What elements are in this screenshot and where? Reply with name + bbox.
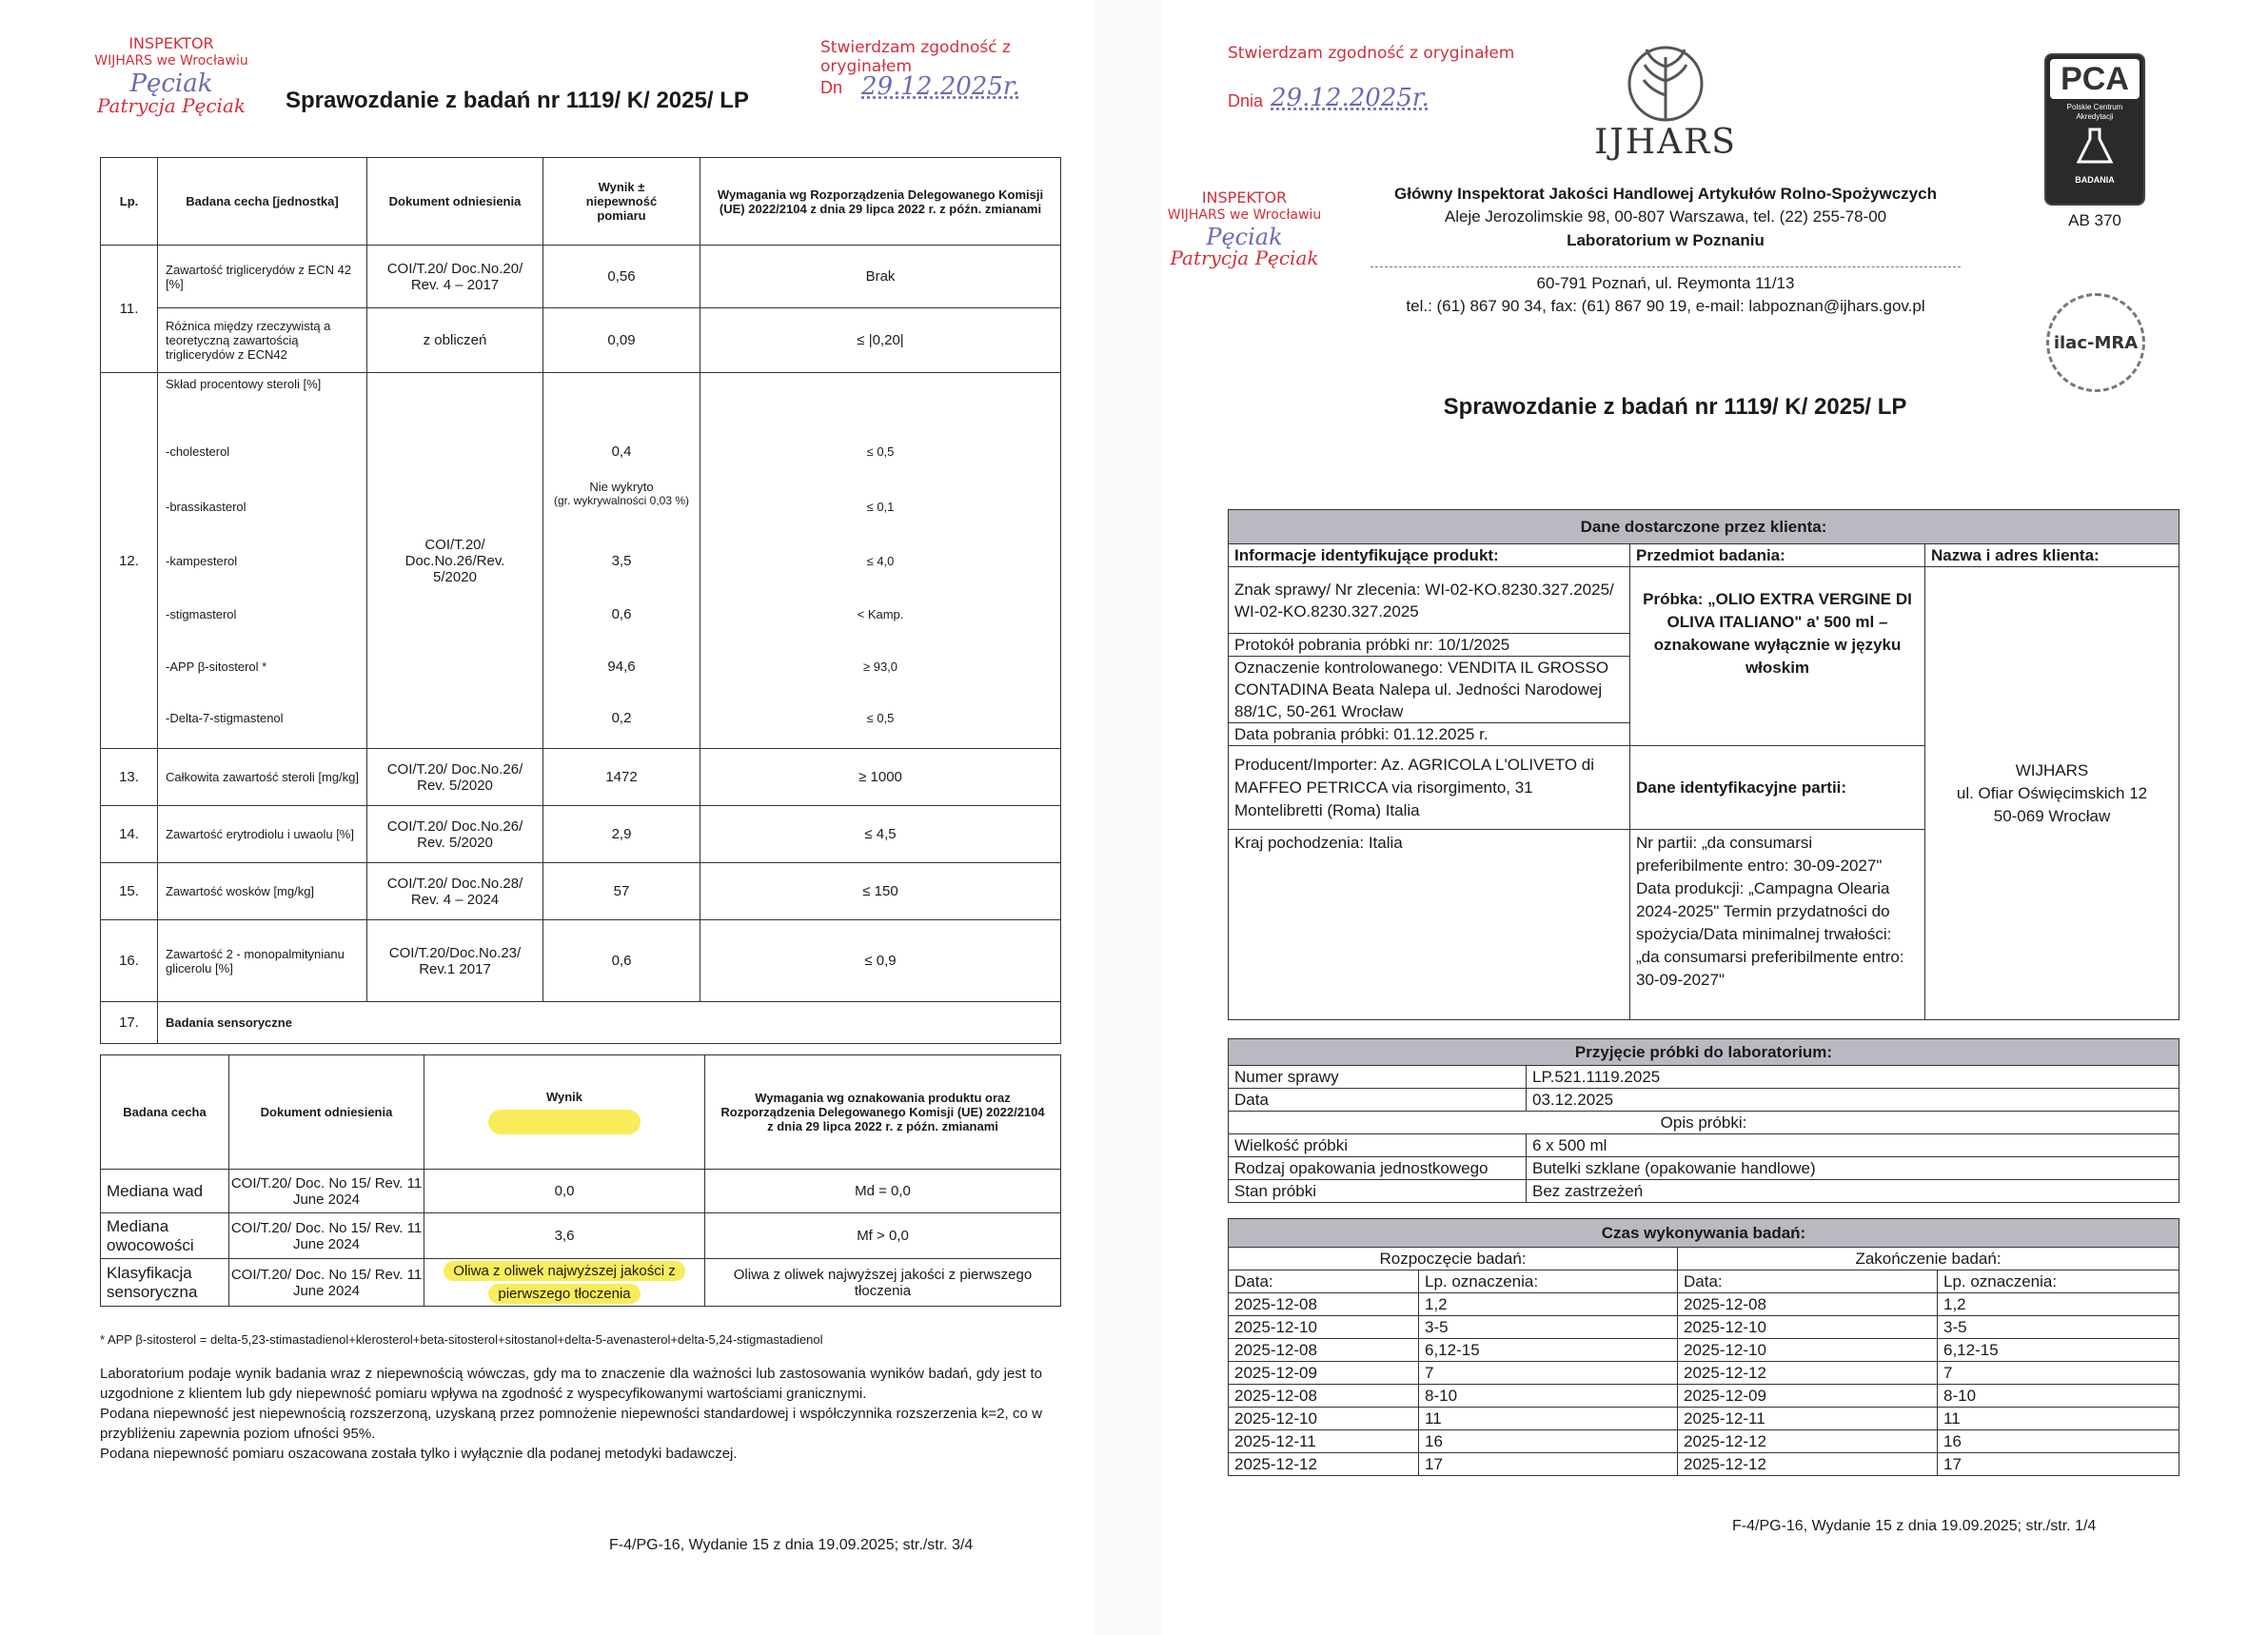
signature: Pęciak [129,69,213,98]
flask-icon [2071,126,2119,169]
logo-text: IJHARS [1594,123,1737,162]
cell-wynik: 2,9 [543,806,700,863]
inspector-stamp [1161,188,1328,267]
table-row [1229,1408,2179,1430]
lab-name: Laboratorium w Poznaniu [1567,231,1765,249]
timing-cell-start-date: 2025-12-09 [1229,1362,1419,1385]
table-row [101,1213,1061,1259]
col-wynik [424,1055,705,1170]
cell-wymagania: Md = 0,0 [705,1170,1061,1213]
section-title: Przyjęcie próbki do laboratorium: [1229,1039,2179,1066]
timing-cell-end-lp: 16 [1938,1430,2179,1453]
row-lp: 16. [101,920,158,1002]
cell-wynik: 0,6 [543,920,700,1002]
timing-cell-start-date: 2025-12-08 [1229,1293,1419,1316]
timing-cell-start-lp: 3-5 [1419,1316,1678,1339]
cell-cecha: Całkowita zawartość steroli [mg/kg] [158,749,367,806]
table-row [1229,1453,2179,1476]
table-row [1229,1157,2179,1180]
sterol-wynik: 0,6 [611,606,632,622]
sensory-table [100,1054,1061,1307]
lab-address: 60-791 Poznań, ul. Reymonta 11/13 [1536,274,1795,292]
sterol-wym: ≤ 4,0 [866,554,895,568]
highlight-mark [488,1110,641,1134]
cell-wymagania: Oliwa z oliwek najwyższej jakości z pierwszego tłoczenia [705,1259,1061,1307]
table-row [101,806,1061,863]
timing-cell-end-lp: 8-10 [1938,1385,2179,1408]
timing-cell-end-lp: 17 [1938,1453,2179,1476]
cell-wymagania: ≤ 4,5 [700,806,1061,863]
client-data-table [1228,509,2179,1020]
table-row [101,308,1061,373]
desc-label: Rodzaj opakowania jednostkowego [1229,1157,1527,1180]
col-lp: Lp. [101,158,158,246]
desc-title: Opis próbki: [1229,1112,2179,1134]
timing-cell-end-date: 2025-12-09 [1678,1385,1938,1408]
pca-title: PCA [2050,59,2140,99]
timing-cell-start-lp: 7 [1419,1362,1678,1385]
certify-date: 29.12.2025r. [861,72,1020,101]
table-row [1229,1112,2179,1134]
certify-date-prefix: Dn [820,78,843,97]
col-wynik-label: Wynik [545,1090,583,1104]
report-page-1 [1161,0,2268,1635]
stamp-org: WIJHARS we Wrocławiu [94,53,248,69]
cell-wymagania: ≤ 0,9 [700,920,1061,1002]
sterol-wynik: 0,2 [611,710,632,726]
cell-wynik: 0,56 [543,246,700,308]
sterol-results [543,373,700,749]
table-row [1229,1339,2179,1362]
cell-dokument: z obliczeń [367,308,543,373]
cell-wymagania: ≤ |0,20| [700,308,1061,373]
table-row [1229,1385,2179,1408]
receipt-table [1228,1038,2179,1203]
col-wymagania: Wymagania wg oznakowania produktu oraz Rozporządzenia Delegowanego Komisji (UE) 2022/2104 z dnia 29 lipca 2022 r. z późn. zmianami [705,1055,1061,1170]
timing-cell-start-date: 2025-12-11 [1229,1430,1419,1453]
timing-cell-start-lp: 1,2 [1419,1293,1678,1316]
pca-sub1: Polskie Centrum [2066,103,2123,111]
row-lp: 11. [101,246,158,373]
sterol-wynik-nd [543,480,700,534]
timing-cell-end-date: 2025-12-12 [1678,1430,1938,1453]
desc-label: Stan próbki [1229,1180,1527,1203]
timing-cell-end-lp: 3-5 [1938,1316,2179,1339]
org-address: Aleje Jerozolimskie 98, 00-807 Warszawa, tel. (22) 255-78-00 [1444,207,1887,226]
table-row [1229,1089,2179,1112]
wheat-logo-icon [1613,38,1718,124]
section-header-row [1229,1219,2179,1248]
cell-wynik [424,1259,705,1307]
table-row [1229,1180,2179,1203]
cell-wynik: 1472 [543,749,700,806]
cell-wymagania: ≥ 1000 [700,749,1061,806]
col-cecha: Badana cecha [101,1055,229,1170]
table-row [101,373,1061,749]
cell-dokument: COI/T.20/ Doc.No.26/Rev. 5/2020 [367,373,543,749]
desc-label: Wielkość próbki [1229,1134,1527,1157]
cell-cecha: Mediana wad [101,1170,229,1213]
col-wynik: Wynik ± niepewność pomiaru [543,158,700,246]
table-row [101,1002,1061,1044]
table-row [101,246,1061,308]
cell-dokument: COI/T.20/Doc.No.23/ Rev.1 2017 [367,920,543,1002]
pca-sub2: Akredytacji [2076,112,2114,121]
report-title: Sprawozdanie z badań nr 1119/ K/ 2025/ LP [286,88,749,113]
cell-wymagania: Brak [700,246,1061,308]
col-client: Nazwa i adres klienta: [1925,544,2179,567]
cell-cecha: Klasyfikacja sensoryczna [101,1259,229,1307]
cell-dokument: COI/T.20/ Doc.No.26/ Rev. 5/2020 [367,806,543,863]
cell-dokument: COI/T.20/ Doc. No 15/ Rev. 11 June 2024 [229,1259,424,1307]
timing-cell-end-lp: 6,12-15 [1938,1339,2179,1362]
row-lp: 17. [101,1002,158,1044]
cell-cecha: Skład procentowy steroli [%] [166,377,322,391]
sterol-wym: ≤ 0,5 [866,444,895,459]
desc-value: 6 x 500 ml [1527,1134,2179,1157]
sterol-wym: ≤ 0,5 [866,711,895,725]
note: Podana niepewność pomiaru oszacowana została tylko i wyłącznie dla podanej metodyki badawczej. [100,1446,738,1462]
timing-cell-end-date: 2025-12-08 [1678,1293,1938,1316]
cell-dokument: COI/T.20/ Doc.No.28/ Rev. 4 – 2024 [367,863,543,920]
page-gap [1095,0,1161,1635]
cell-wynik: 3,6 [424,1213,705,1259]
timing-table [1228,1218,2179,1476]
receipt-value: 03.12.2025 [1527,1089,2179,1112]
stamp-org: WIJHARS we Wrocławiu [1167,207,1322,223]
stamp-name: Patrycja Pęciak [1170,246,1319,269]
table-row [1229,1362,2179,1385]
sterol-wynik: 3,5 [611,553,632,569]
timing-cell-end-date: 2025-12-10 [1678,1339,1938,1362]
sterol-name: -APP β-sitosterol * [166,660,267,674]
info-cell: Data pobrania próbki: 01.12.2025 r. [1229,723,1630,746]
table-row [101,1259,1061,1307]
timing-cell-end-lp: 1,2 [1938,1293,2179,1316]
start-header: Rozpoczęcie badań: [1229,1248,1678,1271]
sterol-wynik: 0,4 [611,443,632,460]
results-table [100,157,1061,1044]
table-row [101,920,1061,1002]
receipt-label: Data [1229,1089,1527,1112]
ilac-mra-logo [2046,293,2145,392]
timing-cell-start-lp: 17 [1419,1453,1678,1476]
row-lp: 13. [101,749,158,806]
col-end-lp: Lp. oznaczenia: [1938,1271,2179,1293]
section-header-row [1229,510,2179,544]
certify-date: 29.12.2025r. [1271,84,1430,112]
timing-cell-end-lp: 11 [1938,1408,2179,1430]
timing-cell-start-date: 2025-12-10 [1229,1408,1419,1430]
cell-dokument: COI/T.20/ Doc.No.26/ Rev. 5/2020 [367,749,543,806]
timing-cell-end-date: 2025-12-12 [1678,1362,1938,1385]
ilac-text: ilac-MRA [2053,332,2139,353]
timing-cell-end-date: 2025-12-11 [1678,1408,1938,1430]
col-start-date: Data: [1229,1271,1419,1293]
col-info: Informacje identyfikujące produkt: [1229,544,1630,567]
client-address: ul. Ofiar Oświęcimskich 12 [1956,783,2148,802]
info-cell: Producent/Importer: Az. AGRICOLA L'OLIVETO di MAFFEO PETRICCA via risorgimento, 31 Montelibretti (Roma) Italia [1229,746,1630,830]
sensory-header-row [101,1055,1061,1170]
info-cell: Protokół pobrania próbki nr: 10/1/2025 [1229,634,1630,657]
note: Laboratorium podaje wynik badania wraz z niepewnością wówczas, gdy ma to znaczenie dla ważności lub zastosowania wyników badań, gdy jest to uzgodnione z klientem lub gdy niepewność pomiaru wpływa na zgodność z wyspecyfikowanymi wartościami granicznymi. [100,1366,1042,1402]
accreditation-code: AB 370 [2068,211,2121,229]
cell-cecha: Zawartość 2 - monopalmitynianu glicerolu [%] [158,920,367,1002]
sterol-name: -stigmasterol [166,607,237,621]
info-cell: Oznaczenie kontrolowanego: VENDITA IL GROSSO CONTADINA Beata Nalepa ul. Jedności Narodowej 88/1C, 50-261 Wrocław [1229,657,1630,723]
receipt-label: Numer sprawy [1229,1066,1527,1089]
row-lp: 12. [101,373,158,749]
classification-highlight: Oliwa z oliwek najwyższej jakości z pierwszego tłoczenia [444,1261,684,1304]
sterol-wym: ≥ 93,0 [862,660,898,674]
note: Podana niepewność jest niepewnością rozszerzoną, uzyskaną przez pomnożenie niepewności standardowej i współczynnika rozszerzenia k=2, co w przybliżeniu zapewnia poziom ufności 95%. [100,1406,1042,1442]
info-cell: Znak sprawy/ Nr zlecenia: WI-02-KO.8230.327.2025/ WI-02-KO.8230.327.2025 [1229,567,1630,634]
pca-badge-label: BADANIA [2075,175,2115,185]
sterol-name: -cholesterol [166,444,230,459]
table-row [101,1170,1061,1213]
cell-wynik: 0,09 [543,308,700,373]
page-footer: F-4/PG-16, Wydanie 15 z dnia 19.09.2025; str./str. 1/4 [1732,1518,2097,1534]
org-name: Główny Inspektorat Jakości Handlowej Artykułów Rolno-Spożywczych [1394,185,1937,203]
timing-cell-start-lp: 6,12-15 [1419,1339,1678,1362]
receipt-value: LP.521.1119.2025 [1527,1066,2179,1089]
timing-subheader-row [1229,1248,2179,1271]
cell-wynik: 57 [543,863,700,920]
timing-cell-start-date: 2025-12-10 [1229,1316,1419,1339]
timing-cell-end-date: 2025-12-10 [1678,1316,1938,1339]
timing-rows [1229,1293,2179,1476]
section-header-row [1229,1039,2179,1066]
page-footer: F-4/PG-16, Wydanie 15 z dnia 19.09.2025; str./str. 3/4 [609,1537,974,1553]
timing-header-row [1229,1271,2179,1293]
col-cecha: Badana cecha [jednostka] [158,158,367,246]
table-row [1229,1066,2179,1089]
results-header-row [101,158,1061,246]
table-row [1229,1430,2179,1453]
timing-cell-start-lp: 11 [1419,1408,1678,1430]
cell-dokument: COI/T.20/ Doc. No 15/ Rev. 11 June 2024 [229,1170,424,1213]
timing-cell-start-lp: 8-10 [1419,1385,1678,1408]
stamp-name: Patrycja Pęciak [97,94,246,117]
table-row [101,749,1061,806]
certify-stamp-text: Stwierdzam zgodność z oryginałem [820,38,1011,76]
signature: Pęciak [1206,224,1283,250]
sterol-requirements [700,373,1061,749]
sterol-name: -kampesterol [166,554,238,568]
timing-cell-start-lp: 16 [1419,1430,1678,1453]
row-lp: 14. [101,806,158,863]
sterol-wynik: 94,6 [607,659,636,675]
client-cell [1925,567,2179,1020]
timing-cell-start-date: 2025-12-08 [1229,1339,1419,1362]
certify-stamp-text: Stwierdzam zgodność z oryginałem [1228,44,1515,63]
detection-limit-note: (gr. wykrywalności 0,03 %) [553,494,690,507]
cell-cecha: Zawartość erytrodiolu i uwaolu [%] [158,806,367,863]
footnote: * APP β-sitosterol = delta-5,23-stimastadienol+klerosterol+beta-sitosterol+sitostanol+delta-5-avenasterol+delta-5,24-stigmastadienol [100,1332,823,1347]
ijhars-logo [1580,38,1751,162]
lab-contact: tel.: (61) 867 90 34, fax: (61) 867 90 19, e-mail: labpoznan@ijhars.gov.pl [1406,297,1925,315]
inspector-stamp [90,34,252,115]
cell-wynik: 0,0 [424,1170,705,1213]
timing-cell-start-date: 2025-12-08 [1229,1385,1419,1408]
divider [1371,266,1961,267]
cell-cecha: Zawartość triglicerydów z ECN 42 [%] [158,246,367,308]
col-dokument: Dokument odniesienia [367,158,543,246]
section-title: Dane dostarczone przez klienta: [1229,510,2179,544]
row-lp: 15. [101,863,158,920]
info-cell: Kraj pochodzenia: Italia [1229,830,1630,1020]
batch-header: Dane identyfikacyjne partii: [1630,746,1925,830]
cell-dokument: COI/T.20/ Doc. No 15/ Rev. 11 June 2024 [229,1213,424,1259]
end-header: Zakończenie badań: [1678,1248,2179,1271]
client-city: 50-069 Wrocław [1993,806,2111,825]
subject-cell: Próbka: „OLIO EXTRA VERGINE DI OLIVA ITALIANO" a' 500 ml – oznakowane wyłącznie w języku włoskim [1630,567,1925,746]
timing-cell-end-date: 2025-12-12 [1678,1453,1938,1476]
sterol-name: -Delta-7-stigmastenol [166,711,284,725]
notes [100,1364,1042,1464]
table-row [1229,1316,2179,1339]
col-subject: Przedmiot badania: [1630,544,1925,567]
table-row [1229,1293,2179,1316]
col-start-lp: Lp. oznaczenia: [1419,1271,1678,1293]
cell-cecha: Badania sensoryczne [158,1002,1061,1044]
col-wymagania: Wymagania wg Rozporządzenia Delegowanego Komisji (UE) 2022/2104 z dnia 29 lipca 2022 r. z późn. zmianami [700,158,1061,246]
client-name: WIJHARS [2015,760,2089,779]
desc-value: Bez zastrzeżeń [1527,1180,2179,1203]
stamp-title: INSPEKTOR [128,34,214,52]
sterol-names [158,373,367,749]
cell-wymagania: ≤ 150 [700,863,1061,920]
cell-cecha: Zawartość wosków [mg/kg] [158,863,367,920]
col-dokument: Dokument odniesienia [229,1055,424,1170]
cell-cecha: Mediana owocowości [101,1213,229,1259]
report-page-3 [0,0,1095,1635]
stamp-title: INSPEKTOR [1201,188,1288,207]
table-row [1229,1134,2179,1157]
section-title: Czas wykonywania badań: [1229,1219,2179,1248]
client-header-row [1229,544,2179,567]
cell-cecha: Różnica między rzeczywistą a teoretyczną zawartością triglicerydów z ECN42 [158,308,367,373]
pca-badge [2044,53,2145,206]
cell-wymagania: Mf > 0,0 [705,1213,1061,1259]
table-row [101,863,1061,920]
certify-date-prefix: Dnia [1228,91,1264,110]
batch-cell: Nr partii: „da consumarsi preferibilmente entro: 30-09-2027" Data produkcji: „Campagna Olearia 2024-2025" Termin przydatności do spożycia/Data minimalnej trwałości: „da consumarsi preferibilmente entro: 30-09-2027" [1630,830,1925,1020]
timing-cell-start-date: 2025-12-12 [1229,1453,1419,1476]
table-row [1229,567,2179,634]
report-title: Sprawozdanie z badań nr 1119/ K/ 2025/ LP [1443,394,1907,420]
desc-value: Butelki szklane (opakowanie handlowe) [1527,1157,2179,1180]
sterol-wym: < Kamp. [857,607,904,621]
col-end-date: Data: [1678,1271,1938,1293]
sterol-name: -brassikasterol [166,500,247,514]
sterol-wynik: Nie wykryto [589,480,654,494]
timing-cell-end-lp: 7 [1938,1362,2179,1385]
sterol-wym: ≤ 0,1 [866,500,895,514]
cell-dokument: COI/T.20/ Doc.No.20/ Rev. 4 – 2017 [367,246,543,308]
